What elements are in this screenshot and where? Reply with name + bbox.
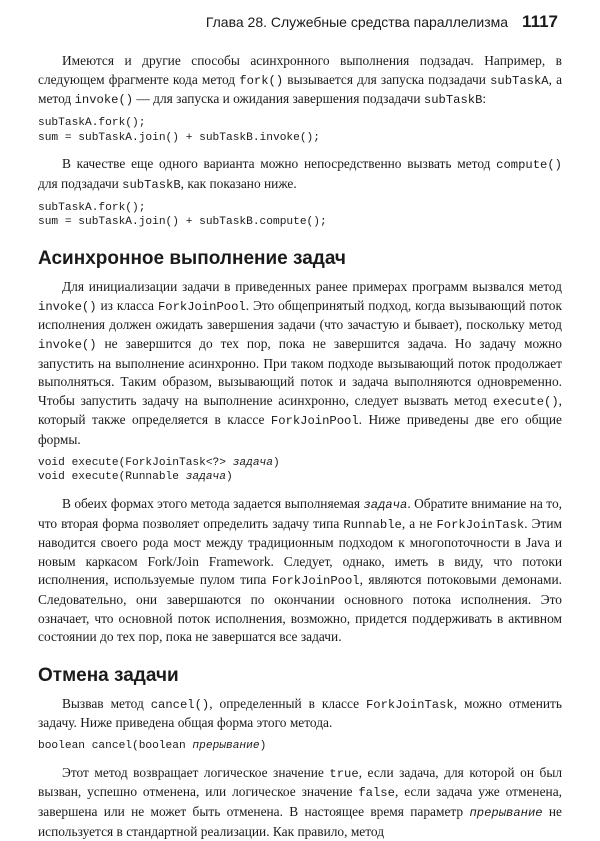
page-number: 1117 bbox=[522, 12, 558, 31]
code-line: subTaskA.fork(); bbox=[38, 201, 146, 214]
cancel-paragraph-1: Вызвав метод cancel(), определенный в классе ForkJoinTask, можно отменить задачу. Ниже приведена общая форма этого метода. bbox=[38, 695, 562, 731]
code-line: sum = subTaskA.join() + subTaskB.compute(); bbox=[38, 216, 327, 229]
code-line: void execute(ForkJoinTask<?> задача) bbox=[38, 456, 280, 469]
intro-paragraph-2: В качестве еще одного варианта можно непосредственно вызвать метод compute() для подзадачи subTaskB, как показано ниже. bbox=[38, 156, 562, 192]
cancel-paragraph-2: Этот метод возвращает логическое значение true, если задача, для которой он был вызван, успешно отменена, или логическое значение false, если задача уже отменена, завершена или не может быть отменена. В настоящее время параметр прерывание не используется в стандартной реализации. Как правило, метод bbox=[38, 764, 563, 839]
running-header bbox=[38, 12, 562, 32]
code-listing-2 bbox=[38, 201, 562, 231]
code-listing-cancel bbox=[38, 739, 562, 754]
async-paragraph-1: Для инициализации задачи в приведенных ранее примерах программ вызвался метод invoke() из класса ForkJoinPool. Это общепринятый подход, когда вызывающий поток исполнения должен ожидать завершения задачи (что зачастую и бывает), поскольку метод invoke() не завершится до тех пор, пока не завершится задача. Но задачу можно запустить на выполнение асинхронно. При таком подходе вызывающий поток продолжает выполняться. Таким образом, вызывающий поток и задача выполняются одновременно. Чтобы запустить задачу на выполнение асинхронно, следует вызвать метод execute(), который также определяется в классе ForkJoinPool. Ниже приведены две его общие формы. bbox=[38, 279, 562, 447]
section-heading-async: Асинхронное выполнение задач bbox=[38, 248, 346, 270]
section-heading-cancel: Отмена задачи bbox=[38, 664, 179, 686]
code-line: boolean cancel(boolean прерывание) bbox=[38, 740, 267, 753]
code-listing-1 bbox=[38, 116, 562, 146]
code-line: subTaskA.fork(); bbox=[38, 116, 146, 129]
code-line: void execute(Runnable задача) bbox=[38, 471, 233, 484]
async-paragraph-2: В обеих формах этого метода задается выполняемая задача. Обратите внимание на то, что вторая форма позволяет определить задачу типа Runnable, а не ForkJoinTask. Этим наводится своего рода мост между традиционным подходом к многопоточности в Java и новым каркасом Fork/Join Framework. Следует, однако, иметь в виду, что потоки исполнения, используемые пулом типа ForkJoinPool, являются потоковыми демонами. Следовательно, они завершаются по окончании основного потока исполнения. Это означает, что основной поток исполнения, возможно, придется поддерживать в активном состоянии до тех пор, пока не завершатся все задачи. bbox=[38, 496, 563, 645]
code-line: sum = subTaskA.join() + subTaskB.invoke(); bbox=[38, 131, 320, 144]
code-listing-execute bbox=[38, 456, 562, 486]
intro-paragraph-1: Имеются и другие способы асинхронного выполнения подзадач. Например, в следующем фрагменте кода метод fork() вызывается для запуска подзадачи subTaskA, а метод invoke() — для запуска и ожидания завершения подзадачи subTaskB: bbox=[38, 53, 563, 108]
chapter-title: Глава 28. Служебные средства параллелизма bbox=[205, 14, 509, 30]
